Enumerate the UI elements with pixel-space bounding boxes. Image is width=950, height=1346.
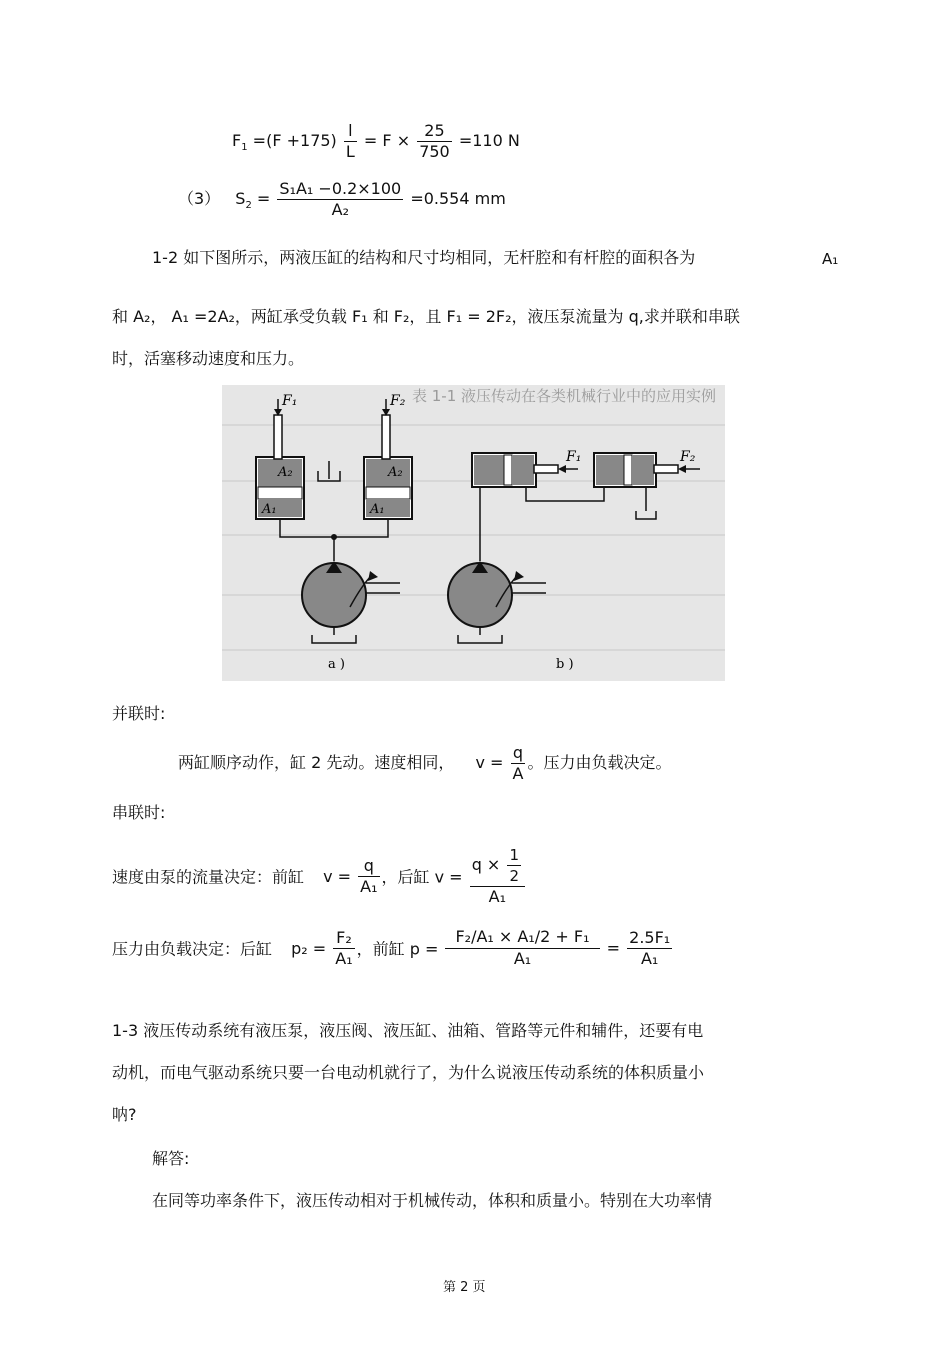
bg-table-title: 表 1-1 液压传动在各类机械行业中的应用实例 — [412, 387, 717, 405]
cylinder-right-a — [364, 399, 412, 519]
eq-f1-lhs: F — [232, 131, 242, 150]
series-p-frac: $\frac{\text{F₂/A₁ × A₁/2 + F₁}}{\text{A₁}}$ — [445, 928, 599, 968]
eq-s2-lhs: S — [235, 189, 246, 208]
problem-1-3-line2: 动机，而电气驱动系统只要一台电动机就行了，为什么说液压传动系统的体积质量小 — [112, 1063, 705, 1082]
problem-1-2-line2: 和 A₂， A₁ =2A₂，两缸承受负载 F₁ 和 F₂，且 F₁ = 2F₂，液压泵流量为 q,求并联和串联 — [112, 307, 740, 326]
eq-s2-result: =0.554 mm — [410, 189, 506, 208]
cylinder-left-a — [256, 399, 304, 519]
page-number: 第 2 页 — [443, 1280, 486, 1295]
eq-f1-part2: = F × — [363, 131, 411, 150]
series-pressure-line: 压力由负载决定：后缸 p₂ = $\frac{\text{F₂}}{\text{A₁}}$ ，前缸 p = $\frac{\text{F₂/A₁ × A₁/2 + F₁}}{\text{A₁}}$ = $\frac{\text{2.5F₁}}{\text{A₁}}$ — [112, 927, 671, 968]
label-a2-left: A₂ — [278, 465, 293, 480]
series-heading: 串联时: — [112, 803, 166, 822]
label-f1-b: F₁ — [566, 449, 582, 465]
eq-s2-frac: $\frac{\text{S₁A₁ −0.2×100}}{\text{A₂}}$ — [279, 179, 402, 219]
eq-f1-result: =110 N — [458, 131, 520, 150]
answer-label: 解答: — [152, 1149, 190, 1168]
equation-f1 — [232, 122, 520, 161]
parallel-v-frac: $\frac{q}{A}$ — [512, 743, 524, 783]
equation-s2: （3） $S_2$ = $\frac{\text{S₁A₁ −0.2×100}}{\text{A₂}}$ =0.554 mm — [178, 179, 506, 219]
hydraulic-figure — [222, 385, 725, 681]
caption-a: a ) — [328, 657, 345, 672]
problem-1-2-line3: 时，活塞移动速度和压力。 — [112, 349, 305, 368]
answer-text: 在同等功率条件下，液压传动相对于机械传动，体积和质量小。特别在大功率情 — [152, 1191, 713, 1210]
label-a2-right: A₂ — [388, 465, 403, 480]
cylinder-front-b — [472, 453, 578, 487]
parallel-line: 两缸顺序动作，缸 2 先动。速度相同， v = $\frac{q}{A}$ 。压力由负载决定。 — [178, 743, 672, 783]
label-f1-a: F₁ — [282, 393, 298, 409]
eq-s2-label: （3） — [178, 189, 221, 208]
problem-1-3-line3: 呐? — [112, 1105, 137, 1124]
problem-1-3-line1: 1-3 液压传动系统有液压泵，液压阀、液压缸、油箱、管路等元件和辅件，还要有电 — [112, 1021, 704, 1040]
eq-f1-frac1: $\frac{l}{L}$ — [345, 121, 355, 161]
series-v2-frac: q × $\frac{1}{2}$ A₁ — [470, 846, 525, 906]
label-a1-left: A₁ — [262, 502, 277, 517]
series-p-result-frac: $\frac{\text{2.5F₁}}{\text{A₁}}$ — [629, 927, 671, 968]
hydraulic-diagram — [222, 385, 725, 681]
series-v1-frac: $\frac{q}{\text{A₁}}$ — [360, 855, 378, 896]
caption-b: b ) — [556, 657, 574, 672]
problem-1-2-line1: 1-2 如下图所示，两液压缸的结构和尺寸均相同，无杆腔和有杆腔的面积各为 — [152, 248, 696, 267]
series-speed-line: 速度由泵的流量决定：前缸 v = $\frac{q}{\text{A₁}}$ ，后缸 v = q × $\frac{1}{2}$ A₁ — [112, 846, 527, 906]
label-a1-right: A₁ — [370, 502, 385, 517]
eq-f1-part1: =(F +175) — [252, 131, 337, 150]
pump-a — [302, 561, 400, 643]
problem-1-2-line1-right: A₁ — [822, 250, 839, 268]
eq-f1-lhs-sub: 1 — [241, 142, 248, 154]
eq-f1-frac2: $\frac{25}{750}$ — [419, 121, 450, 161]
label-f2-b: F₂ — [680, 449, 696, 465]
series-p2-frac: $\frac{\text{F₂}}{\text{A₁}}$ — [335, 927, 353, 968]
label-f2-a: F₂ — [390, 393, 406, 409]
parallel-heading: 并联时: — [112, 704, 166, 723]
pump-b — [448, 561, 546, 643]
piping-b — [480, 487, 656, 561]
